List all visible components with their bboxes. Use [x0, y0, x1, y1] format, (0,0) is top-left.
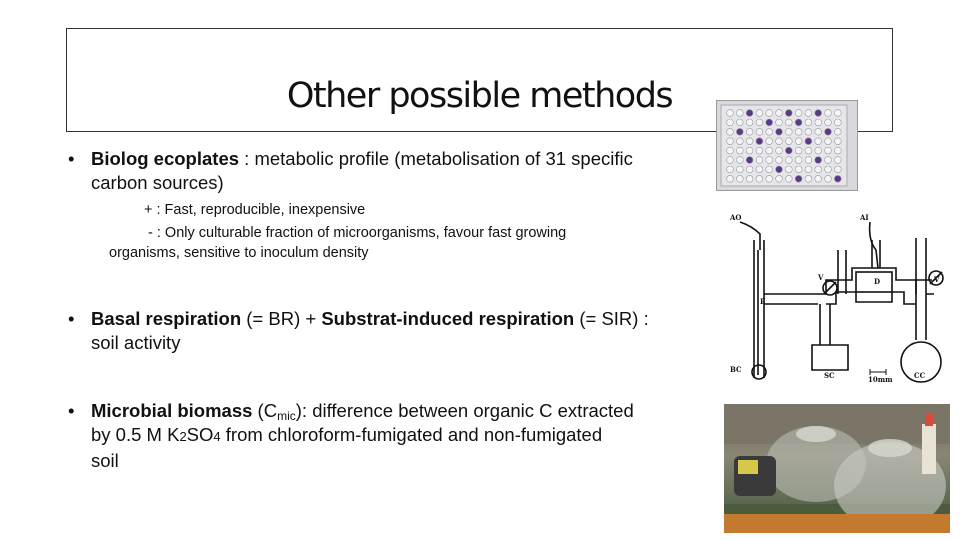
- plate-well: [805, 157, 812, 164]
- plate-well: [776, 128, 783, 135]
- plate-well: [805, 128, 812, 135]
- o4-sub: 4: [213, 429, 221, 444]
- plate-well: [785, 166, 792, 173]
- plate-well: [805, 175, 812, 182]
- biomass-desc-l2-post: from chloroform-fumigated and non-fumigated: [220, 424, 603, 445]
- plate-well: [766, 147, 773, 154]
- plate-well: [795, 175, 802, 182]
- label-v-right: V: [934, 275, 940, 284]
- plate-well: [746, 166, 753, 173]
- plate-well: [727, 110, 734, 117]
- plate-well: [756, 119, 763, 126]
- plate-well: [795, 110, 802, 117]
- plate-well: [795, 119, 802, 126]
- plate-well: [727, 128, 734, 135]
- plate-well: [756, 110, 763, 117]
- plate-well: [727, 138, 734, 145]
- plate-well: [785, 128, 792, 135]
- plate-well: [825, 166, 832, 173]
- plate-well: [776, 119, 783, 126]
- biomass-heading: Microbial biomass: [91, 400, 253, 421]
- plate-well: [727, 157, 734, 164]
- plate-well: [785, 147, 792, 154]
- plate-well: [785, 175, 792, 182]
- plate-well: [805, 147, 812, 154]
- plate-well: [727, 119, 734, 126]
- plate-well: [736, 119, 743, 126]
- ecoplate-image: [716, 100, 858, 191]
- plate-well: [825, 119, 832, 126]
- label-d: D: [874, 277, 881, 286]
- plate-well: [766, 166, 773, 173]
- plate-well: [815, 128, 822, 135]
- plate-well: [756, 147, 763, 154]
- plate-well: [736, 166, 743, 173]
- plate-well: [815, 175, 822, 182]
- respiration-end: (= SIR) :: [574, 308, 649, 329]
- label-v-left: V: [818, 273, 824, 282]
- respiration-mid: (= BR) +: [241, 308, 322, 329]
- plate-well: [746, 110, 753, 117]
- label-cc: CC: [914, 371, 926, 380]
- plate-well: [785, 138, 792, 145]
- basal-respiration-label: Basal respiration: [91, 308, 242, 329]
- plate-well: [727, 175, 734, 182]
- ecoplate-wells: [717, 101, 857, 190]
- plate-well: [834, 147, 841, 154]
- plate-well: [834, 157, 841, 164]
- biolog-desc-l2: carbon sources): [91, 172, 224, 193]
- plate-well: [766, 128, 773, 135]
- plate-well: [815, 157, 822, 164]
- plate-well: [776, 138, 783, 145]
- plate-well: [766, 110, 773, 117]
- plate-well: [746, 175, 753, 182]
- respiration-desc: soil activity: [91, 332, 181, 353]
- plate-well: [805, 166, 812, 173]
- biomass-desc-l3: soil: [91, 450, 119, 471]
- plate-well: [756, 128, 763, 135]
- desiccator-photo: [724, 404, 950, 533]
- plate-well: [756, 157, 763, 164]
- cmic-pre: (C: [252, 400, 278, 421]
- plate-well: [834, 138, 841, 145]
- plate-well: [766, 138, 773, 145]
- plate-well: [825, 175, 832, 182]
- biolog-desc-l1: : metabolic profile (metabolisation of 31 specific: [239, 148, 633, 169]
- plate-well: [746, 147, 753, 154]
- label-scale: 10mm: [868, 375, 893, 384]
- sir-label: Substrat-induced respiration: [321, 308, 575, 329]
- plate-well: [727, 147, 734, 154]
- plate-well: [736, 128, 743, 135]
- plate-well: [834, 119, 841, 126]
- plate-well: [766, 157, 773, 164]
- desiccator-illustration: [724, 404, 950, 533]
- plate-well: [815, 166, 822, 173]
- label-bc: BC: [730, 365, 742, 374]
- biolog-cons-l2: organisms, sensitive to inoculum density: [109, 245, 369, 261]
- plate-well: [736, 138, 743, 145]
- plate-well: [785, 119, 792, 126]
- label-e: E: [760, 297, 766, 306]
- plate-well: [746, 119, 753, 126]
- label-ai: AI: [860, 213, 869, 222]
- label-sc: SC: [824, 371, 835, 380]
- plate-well: [815, 110, 822, 117]
- plate-well: [727, 166, 734, 173]
- plate-well: [805, 110, 812, 117]
- label-ao: AO: [730, 213, 742, 222]
- plate-well: [736, 175, 743, 182]
- plate-well: [805, 119, 812, 126]
- plate-well: [805, 138, 812, 145]
- plate-well: [825, 128, 832, 135]
- plate-well: [825, 138, 832, 145]
- slide-title: Other possible methods: [286, 76, 673, 116]
- biolog-pros: + : Fast, reproducible, inexpensive: [144, 202, 366, 218]
- plate-well: [795, 157, 802, 164]
- biolog-heading: Biolog ecoplates: [91, 148, 240, 169]
- plate-well: [756, 175, 763, 182]
- plate-well: [834, 110, 841, 117]
- cmic-sub: mic: [277, 409, 296, 423]
- plate-well: [736, 157, 743, 164]
- plate-well: [746, 157, 753, 164]
- plate-well: [746, 138, 753, 145]
- plate-well: [815, 119, 822, 126]
- plate-well: [756, 138, 763, 145]
- plate-well: [766, 119, 773, 126]
- bullet-dot: •: [68, 148, 75, 169]
- bullet-dot: •: [68, 308, 75, 329]
- plate-well: [776, 166, 783, 173]
- plate-well: [795, 147, 802, 154]
- plate-well: [834, 166, 841, 173]
- plate-well: [825, 157, 832, 164]
- plate-well: [815, 147, 822, 154]
- plate-well: [834, 175, 841, 182]
- plate-well: [785, 110, 792, 117]
- plate-well: [785, 157, 792, 164]
- plate-well: [776, 157, 783, 164]
- plate-well: [825, 110, 832, 117]
- plate-well: [756, 166, 763, 173]
- plate-well: [795, 166, 802, 173]
- biomass-desc-l1: ): difference between organic C extracted: [295, 400, 634, 421]
- k2-sub: 2: [179, 429, 187, 444]
- plate-well: [776, 147, 783, 154]
- so-text: SO: [186, 424, 214, 445]
- plate-well: [815, 138, 822, 145]
- plate-well: [746, 128, 753, 135]
- plate-well: [795, 138, 802, 145]
- biolog-cons-l1: - : Only culturable fraction of microorganisms, favour fast growing: [148, 225, 567, 241]
- plate-well: [776, 110, 783, 117]
- plate-well: [795, 128, 802, 135]
- plate-well: [776, 175, 783, 182]
- bullet-dot: •: [68, 400, 75, 421]
- biomass-desc-l2-pre: by 0.5 M K: [91, 424, 180, 445]
- respiration-apparatus-diagram: [728, 210, 948, 390]
- plate-well: [736, 110, 743, 117]
- plate-well: [766, 175, 773, 182]
- plate-well: [736, 147, 743, 154]
- plate-well: [834, 128, 841, 135]
- plate-well: [825, 147, 832, 154]
